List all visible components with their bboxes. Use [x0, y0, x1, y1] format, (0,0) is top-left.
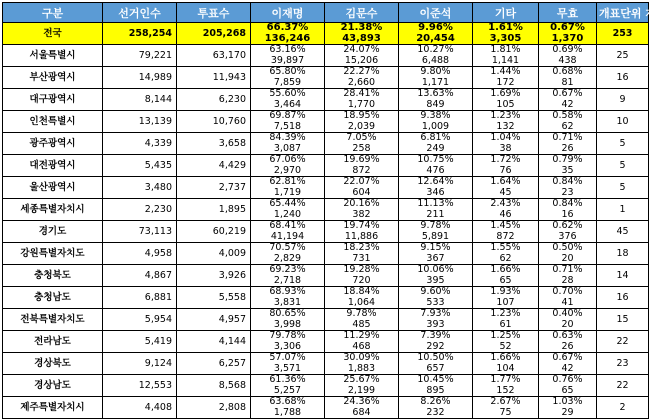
region-name: 충청북도 — [3, 265, 103, 287]
candidate-1-votes: 136,246 — [251, 34, 325, 45]
candidate-1-share: 79.78% — [251, 331, 325, 342]
region-row — [3, 133, 649, 144]
electors-cell: 8,144 — [103, 89, 177, 111]
electors-cell: 6,881 — [103, 287, 177, 309]
candidate-3-share: 7.39% — [399, 331, 473, 342]
candidate-3-votes: 20,454 — [399, 34, 473, 45]
region-row — [3, 155, 649, 166]
other-votes: 61 — [473, 320, 539, 331]
region-name: 서울특별시 — [3, 45, 103, 67]
candidate-2-share: 11.29% — [325, 331, 399, 342]
invalid-share: 0.71% — [539, 133, 597, 144]
candidate-2-share: 19.69% — [325, 155, 399, 166]
candidate-3-share: 7.93% — [399, 309, 473, 320]
invalid-share: 1.03% — [539, 397, 597, 408]
region-row — [3, 89, 649, 100]
candidate-3-share: 9.38% — [399, 111, 473, 122]
candidate-1-votes: 41,194 — [251, 232, 325, 243]
region-row — [3, 111, 649, 122]
candidate-1-share: 61.36% — [251, 375, 325, 386]
voters-cell: 63,170 — [177, 45, 251, 67]
voters-cell: 2,808 — [177, 397, 251, 419]
candidate-1-share: 69.23% — [251, 265, 325, 276]
candidate-3-share: 9.78% — [399, 221, 473, 232]
candidate-3-votes: 232 — [399, 408, 473, 419]
candidate-3-votes: 346 — [399, 188, 473, 199]
invalid-share: 0.67% — [539, 353, 597, 364]
invalid-share: 0.67% — [539, 89, 597, 100]
candidate-2-share: 30.09% — [325, 353, 399, 364]
candidate-3-votes: 1,009 — [399, 122, 473, 133]
candidate-2-votes: 258 — [325, 144, 399, 155]
invalid-share: 0.58% — [539, 111, 597, 122]
invalid-votes: 26 — [539, 144, 597, 155]
invalid-share: 0.62% — [539, 221, 597, 232]
region-name: 강원특별자치도 — [3, 243, 103, 265]
count-units-cell: 15 — [597, 309, 649, 331]
candidate-2-votes: 1,883 — [325, 364, 399, 375]
count-units-cell: 1 — [597, 199, 649, 221]
region-name: 경상북도 — [3, 353, 103, 375]
voters-cell: 10,760 — [177, 111, 251, 133]
other-share: 1.93% — [473, 287, 539, 298]
other-share: 1.23% — [473, 309, 539, 320]
other-votes: 104 — [473, 364, 539, 375]
candidate-3-share: 9.60% — [399, 287, 473, 298]
candidate-3-votes: 533 — [399, 298, 473, 309]
region-row — [3, 353, 649, 364]
count-units-cell: 5 — [597, 133, 649, 155]
region-name: 전라남도 — [3, 331, 103, 353]
count-units-cell: 23 — [597, 353, 649, 375]
electors-cell: 5,419 — [103, 331, 177, 353]
candidate-1-votes: 7,859 — [251, 78, 325, 89]
candidate-2-share: 24.36% — [325, 397, 399, 408]
other-votes: 172 — [473, 78, 539, 89]
candidate-3-share: 12.64% — [399, 177, 473, 188]
invalid-votes: 65 — [539, 386, 597, 397]
other-share: 1.69% — [473, 89, 539, 100]
other-share: 2.43% — [473, 199, 539, 210]
candidate-1-votes: 3,306 — [251, 342, 325, 353]
region-row — [3, 199, 649, 210]
other-votes: 105 — [473, 100, 539, 111]
candidate-1-votes: 3,464 — [251, 100, 325, 111]
invalid-share: 0.50% — [539, 243, 597, 254]
invalid-share: 0.84% — [539, 199, 597, 210]
invalid-share: 0.84% — [539, 177, 597, 188]
candidate-3-votes: 849 — [399, 100, 473, 111]
voters-cell: 3,926 — [177, 265, 251, 287]
region-name: 충청남도 — [3, 287, 103, 309]
invalid-votes: 376 — [539, 232, 597, 243]
region-row — [3, 67, 649, 78]
invalid-share: 0.70% — [539, 287, 597, 298]
count-units-cell: 2 — [597, 397, 649, 419]
candidate-1-votes: 3,831 — [251, 298, 325, 309]
candidate-3-share: 10.50% — [399, 353, 473, 364]
voters-cell: 3,658 — [177, 133, 251, 155]
candidate-2-share: 9.78% — [325, 309, 399, 320]
candidate-1-votes: 1,719 — [251, 188, 325, 199]
electors-cell: 73,113 — [103, 221, 177, 243]
voters-cell: 11,943 — [177, 67, 251, 89]
candidate-2-share: 20.16% — [325, 199, 399, 210]
voters-cell: 2,737 — [177, 177, 251, 199]
invalid-votes: 42 — [539, 364, 597, 375]
invalid-votes: 20 — [539, 254, 597, 265]
candidate-2-share: 21.38% — [325, 23, 399, 34]
other-share: 1.44% — [473, 67, 539, 78]
invalid-share: 0.40% — [539, 309, 597, 320]
candidate-2-votes: 731 — [325, 254, 399, 265]
electors-cell: 14,989 — [103, 67, 177, 89]
other-share: 1.66% — [473, 353, 539, 364]
candidate-2-share: 19.28% — [325, 265, 399, 276]
other-votes: 107 — [473, 298, 539, 309]
header-electors: 선거인수 — [103, 3, 177, 23]
candidate-3-votes: 211 — [399, 210, 473, 221]
candidate-1-share: 57.07% — [251, 353, 325, 364]
candidate-2-share: 22.07% — [325, 177, 399, 188]
candidate-2-votes: 720 — [325, 276, 399, 287]
count-units-cell: 45 — [597, 221, 649, 243]
voters-cell: 60,219 — [177, 221, 251, 243]
region-row — [3, 309, 649, 320]
header-candidate-1: 이재명 — [251, 3, 325, 23]
other-votes: 152 — [473, 386, 539, 397]
header-count-units: 개표단위 개수 — [597, 3, 649, 23]
count-units-cell: 5 — [597, 177, 649, 199]
count-units-cell: 22 — [597, 331, 649, 353]
region-name: 대전광역시 — [3, 155, 103, 177]
candidate-1-share: 62.81% — [251, 177, 325, 188]
candidate-2-votes: 382 — [325, 210, 399, 221]
region-row — [3, 221, 649, 232]
region-name: 광주광역시 — [3, 133, 103, 155]
other-votes: 65 — [473, 276, 539, 287]
electors-cell: 12,553 — [103, 375, 177, 397]
candidate-2-votes: 43,893 — [325, 34, 399, 45]
count-units-cell: 16 — [597, 287, 649, 309]
header-row — [3, 3, 649, 23]
invalid-votes: 28 — [539, 276, 597, 287]
other-votes: 38 — [473, 144, 539, 155]
candidate-1-votes: 1,788 — [251, 408, 325, 419]
candidate-2-share: 18.23% — [325, 243, 399, 254]
voters-cell: 8,568 — [177, 375, 251, 397]
candidate-2-share: 18.84% — [325, 287, 399, 298]
invalid-votes: 20 — [539, 320, 597, 331]
candidate-1-share: 80.65% — [251, 309, 325, 320]
candidate-3-share: 10.27% — [399, 45, 473, 56]
candidate-2-votes: 485 — [325, 320, 399, 331]
voters-cell: 1,895 — [177, 199, 251, 221]
region-name: 전국 — [3, 23, 103, 45]
other-share: 1.77% — [473, 375, 539, 386]
candidate-3-share: 6.81% — [399, 133, 473, 144]
candidate-3-share: 10.45% — [399, 375, 473, 386]
voters-cell: 4,957 — [177, 309, 251, 331]
invalid-votes: 81 — [539, 78, 597, 89]
count-units-cell: 253 — [597, 23, 649, 45]
region-row — [3, 45, 649, 56]
header-region: 구분 — [3, 3, 103, 23]
total-row — [3, 23, 649, 34]
candidate-1-votes: 2,718 — [251, 276, 325, 287]
region-name: 세종특별자치시 — [3, 199, 103, 221]
count-units-cell: 18 — [597, 243, 649, 265]
invalid-share: 0.67% — [539, 23, 597, 34]
electors-cell: 9,124 — [103, 353, 177, 375]
other-votes: 3,305 — [473, 34, 539, 45]
invalid-votes: 42 — [539, 100, 597, 111]
count-units-cell: 5 — [597, 155, 649, 177]
region-name: 전북특별자치도 — [3, 309, 103, 331]
region-row — [3, 287, 649, 298]
voters-cell: 5,558 — [177, 287, 251, 309]
electors-cell: 79,221 — [103, 45, 177, 67]
region-name: 경상남도 — [3, 375, 103, 397]
candidate-1-votes: 1,240 — [251, 210, 325, 221]
header-invalid: 무효 — [539, 3, 597, 23]
candidate-1-share: 70.57% — [251, 243, 325, 254]
region-name: 부산광역시 — [3, 67, 103, 89]
invalid-votes: 23 — [539, 188, 597, 199]
electors-cell: 2,230 — [103, 199, 177, 221]
voters-cell: 205,268 — [177, 23, 251, 45]
candidate-3-share: 9.15% — [399, 243, 473, 254]
electors-cell: 4,958 — [103, 243, 177, 265]
count-units-cell: 9 — [597, 89, 649, 111]
region-row — [3, 243, 649, 254]
region-row — [3, 177, 649, 188]
candidate-1-votes: 3,998 — [251, 320, 325, 331]
candidate-1-share: 65.80% — [251, 67, 325, 78]
voters-cell: 4,429 — [177, 155, 251, 177]
other-votes: 872 — [473, 232, 539, 243]
invalid-votes: 438 — [539, 56, 597, 67]
electors-cell: 5,435 — [103, 155, 177, 177]
candidate-2-share: 19.74% — [325, 221, 399, 232]
candidate-1-share: 69.87% — [251, 111, 325, 122]
other-votes: 132 — [473, 122, 539, 133]
candidate-3-share: 11.13% — [399, 199, 473, 210]
count-units-cell: 22 — [597, 375, 649, 397]
candidate-1-votes: 5,257 — [251, 386, 325, 397]
candidate-1-share: 63.68% — [251, 397, 325, 408]
candidate-2-share: 18.95% — [325, 111, 399, 122]
candidate-1-share: 55.60% — [251, 89, 325, 100]
candidate-2-share: 28.41% — [325, 89, 399, 100]
candidate-1-votes: 39,897 — [251, 56, 325, 67]
header-other: 기타 — [473, 3, 539, 23]
other-share: 1.66% — [473, 265, 539, 276]
candidate-3-votes: 1,171 — [399, 78, 473, 89]
candidate-1-share: 63.16% — [251, 45, 325, 56]
other-votes: 52 — [473, 342, 539, 353]
invalid-votes: 29 — [539, 408, 597, 419]
candidate-2-votes: 15,206 — [325, 56, 399, 67]
electors-cell: 4,867 — [103, 265, 177, 287]
other-share: 1.45% — [473, 221, 539, 232]
other-share: 1.23% — [473, 111, 539, 122]
electors-cell: 4,339 — [103, 133, 177, 155]
invalid-share: 0.71% — [539, 265, 597, 276]
candidate-3-votes: 476 — [399, 166, 473, 177]
other-share: 1.72% — [473, 155, 539, 166]
other-votes: 46 — [473, 210, 539, 221]
candidate-1-votes: 7,518 — [251, 122, 325, 133]
other-votes: 1,141 — [473, 56, 539, 67]
header-voters: 투표수 — [177, 3, 251, 23]
other-votes: 75 — [473, 408, 539, 419]
invalid-votes: 16 — [539, 210, 597, 221]
candidate-3-share: 9.80% — [399, 67, 473, 78]
candidate-2-votes: 1,064 — [325, 298, 399, 309]
candidate-2-votes: 1,770 — [325, 100, 399, 111]
candidate-3-votes: 395 — [399, 276, 473, 287]
candidate-2-share: 25.67% — [325, 375, 399, 386]
candidate-1-share: 66.37% — [251, 23, 325, 34]
voters-cell: 4,144 — [177, 331, 251, 353]
count-units-cell: 10 — [597, 111, 649, 133]
electors-cell: 3,480 — [103, 177, 177, 199]
invalid-share: 0.76% — [539, 375, 597, 386]
other-share: 1.61% — [473, 23, 539, 34]
candidate-1-votes: 2,829 — [251, 254, 325, 265]
candidate-1-share: 68.41% — [251, 221, 325, 232]
header-candidate-2: 김문수 — [325, 3, 399, 23]
region-name: 인천특별시 — [3, 111, 103, 133]
other-votes: 62 — [473, 254, 539, 265]
invalid-votes: 26 — [539, 342, 597, 353]
candidate-3-share: 8.26% — [399, 397, 473, 408]
voters-cell: 6,230 — [177, 89, 251, 111]
candidate-2-votes: 2,039 — [325, 122, 399, 133]
invalid-votes: 1,370 — [539, 34, 597, 45]
candidate-2-votes: 468 — [325, 342, 399, 353]
candidate-1-share: 67.06% — [251, 155, 325, 166]
candidate-2-votes: 604 — [325, 188, 399, 199]
count-units-cell: 14 — [597, 265, 649, 287]
invalid-share: 0.63% — [539, 331, 597, 342]
candidate-3-votes: 292 — [399, 342, 473, 353]
other-votes: 76 — [473, 166, 539, 177]
candidate-2-votes: 872 — [325, 166, 399, 177]
other-votes: 45 — [473, 188, 539, 199]
count-units-cell: 16 — [597, 67, 649, 89]
candidate-2-share: 22.27% — [325, 67, 399, 78]
electors-cell: 13,139 — [103, 111, 177, 133]
other-share: 1.81% — [473, 45, 539, 56]
region-name: 경기도 — [3, 221, 103, 243]
invalid-share: 0.79% — [539, 155, 597, 166]
candidate-2-share: 7.05% — [325, 133, 399, 144]
candidate-1-votes: 3,571 — [251, 364, 325, 375]
region-name: 대구광역시 — [3, 89, 103, 111]
header-candidate-3: 이준석 — [399, 3, 473, 23]
candidate-3-votes: 895 — [399, 386, 473, 397]
candidate-3-votes: 657 — [399, 364, 473, 375]
region-row — [3, 265, 649, 276]
other-share: 2.67% — [473, 397, 539, 408]
candidate-2-votes: 2,199 — [325, 386, 399, 397]
electors-cell: 4,408 — [103, 397, 177, 419]
candidate-1-votes: 2,970 — [251, 166, 325, 177]
voters-cell: 6,257 — [177, 353, 251, 375]
invalid-share: 0.69% — [539, 45, 597, 56]
invalid-share: 0.68% — [539, 67, 597, 78]
invalid-votes: 35 — [539, 166, 597, 177]
other-share: 1.04% — [473, 133, 539, 144]
candidate-3-votes: 5,891 — [399, 232, 473, 243]
candidate-1-share: 84.39% — [251, 133, 325, 144]
electors-cell: 258,254 — [103, 23, 177, 45]
candidate-2-votes: 2,660 — [325, 78, 399, 89]
candidate-3-votes: 6,488 — [399, 56, 473, 67]
candidate-3-votes: 393 — [399, 320, 473, 331]
candidate-3-votes: 249 — [399, 144, 473, 155]
candidate-1-share: 68.93% — [251, 287, 325, 298]
voters-cell: 4,009 — [177, 243, 251, 265]
candidate-2-share: 24.07% — [325, 45, 399, 56]
region-row — [3, 375, 649, 386]
election-results-table — [2, 2, 667, 419]
other-share: 1.55% — [473, 243, 539, 254]
candidate-3-share: 10.06% — [399, 265, 473, 276]
candidate-2-votes: 11,886 — [325, 232, 399, 243]
candidate-2-votes: 684 — [325, 408, 399, 419]
candidate-3-share: 10.75% — [399, 155, 473, 166]
invalid-votes: 62 — [539, 122, 597, 133]
other-share: 1.25% — [473, 331, 539, 342]
invalid-votes: 41 — [539, 298, 597, 309]
other-share: 1.64% — [473, 177, 539, 188]
region-row — [3, 331, 649, 342]
region-row — [3, 397, 649, 408]
candidate-3-votes: 367 — [399, 254, 473, 265]
candidate-1-share: 65.44% — [251, 199, 325, 210]
candidate-3-share: 9.96% — [399, 23, 473, 34]
candidate-3-share: 13.63% — [399, 89, 473, 100]
electors-cell: 5,954 — [103, 309, 177, 331]
region-name: 제주특별자치시 — [3, 397, 103, 419]
region-name: 울산광역시 — [3, 177, 103, 199]
candidate-1-votes: 3,087 — [251, 144, 325, 155]
count-units-cell: 25 — [597, 45, 649, 67]
